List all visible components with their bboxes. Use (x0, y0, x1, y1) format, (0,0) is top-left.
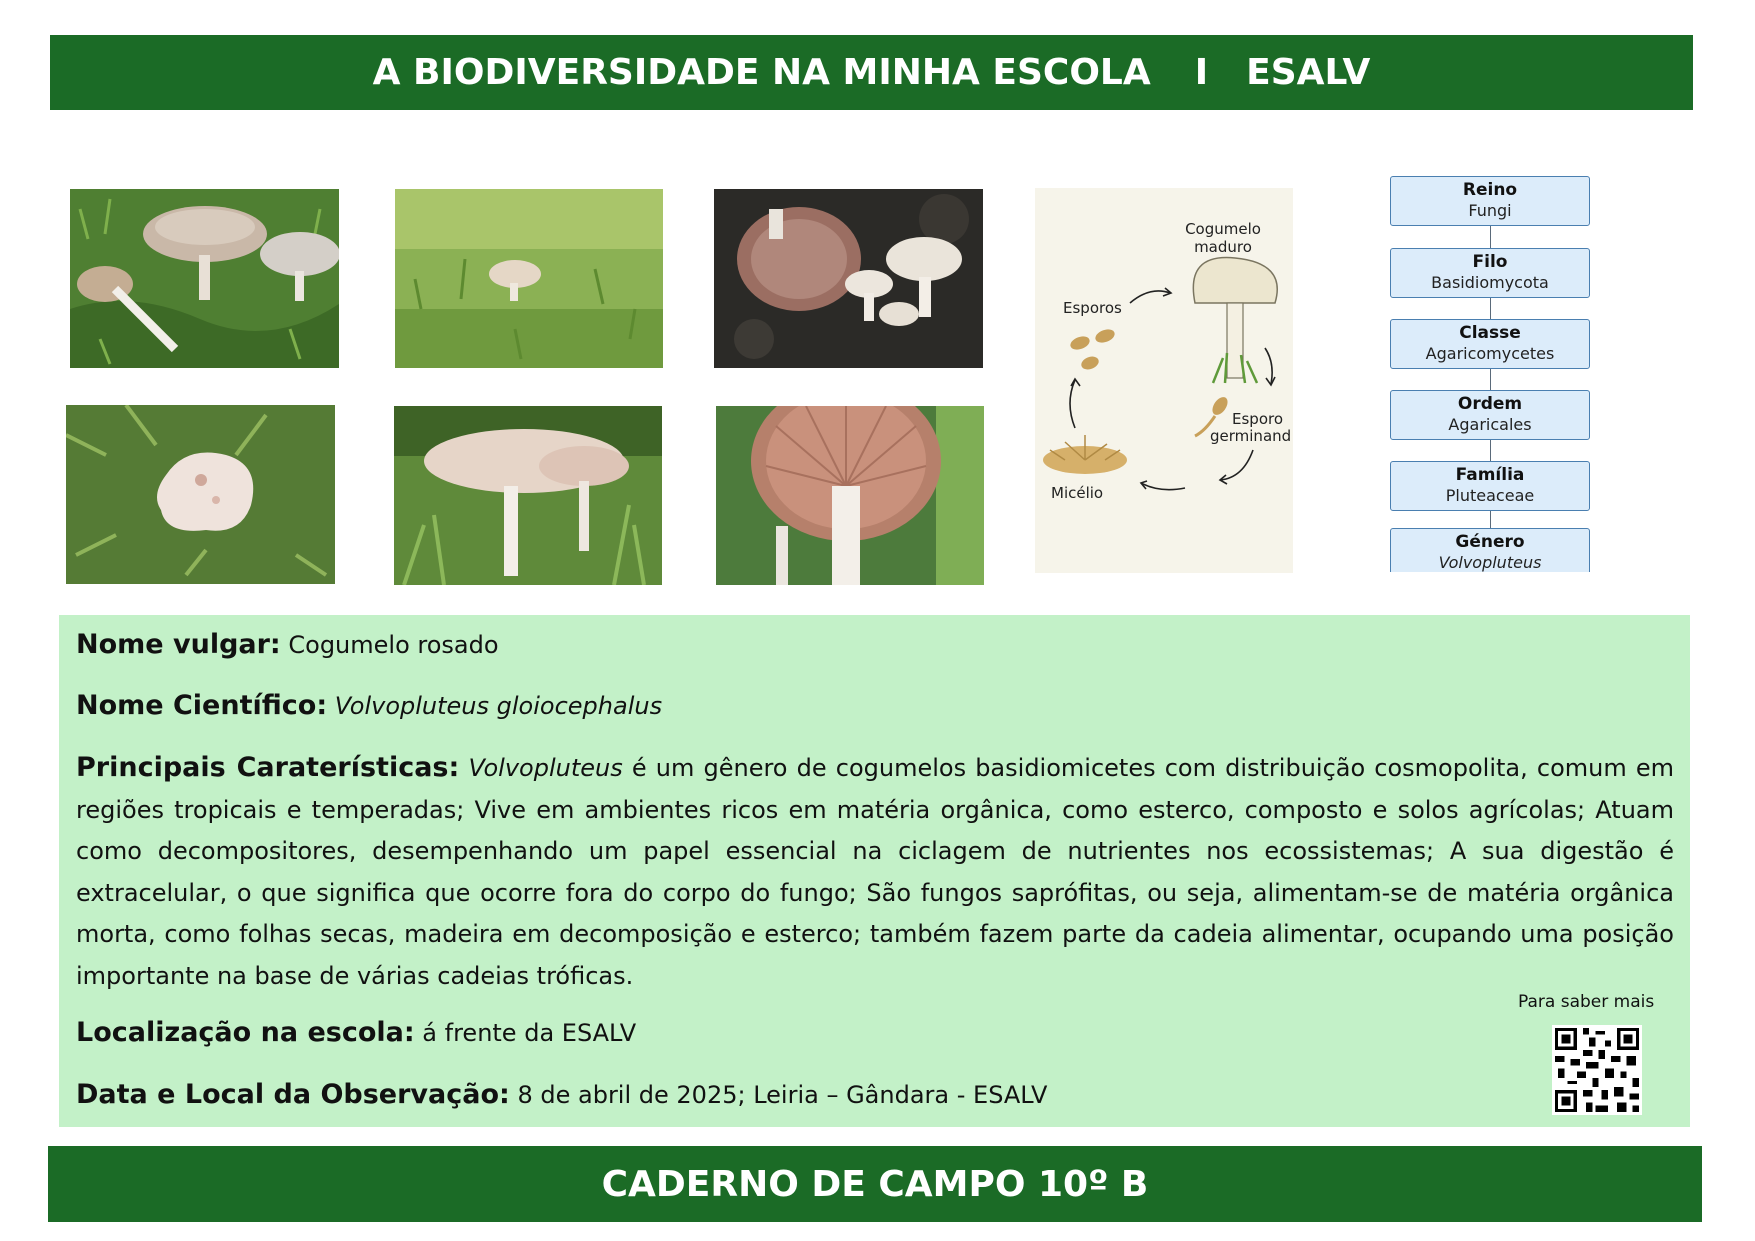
row-location (76, 1015, 1674, 1051)
taxonomy-rank: Família (1455, 465, 1525, 485)
date-place-value: 8 de abril de 2025; Leiria – Gândara - ESALV (517, 1081, 1048, 1109)
lc-spores-label: Esporos (1063, 299, 1122, 317)
info-panel (59, 615, 1690, 1127)
life-cycle-diagram (1035, 188, 1293, 573)
taxonomy-name: Basidiomycota (1431, 273, 1549, 292)
taxonomy-box-genus (1390, 528, 1590, 572)
photo-mushroom-grass-2 (395, 189, 663, 368)
taxonomy-rank: Classe (1459, 323, 1521, 343)
taxonomy-box-family (1390, 461, 1590, 511)
row-characteristics (76, 747, 1674, 997)
photo-mushrooms-pale (394, 406, 662, 585)
lc-mature-label-1: Cogumelo (1185, 220, 1261, 238)
photo-mushrooms-soil (714, 189, 983, 368)
taxonomy-name: Agaricomycetes (1425, 344, 1555, 363)
lc-mycelium-label: Micélio (1051, 484, 1104, 502)
taxonomy-name: Agaricales (1448, 415, 1532, 434)
photo-mushrooms-grass-1 (70, 189, 339, 368)
taxonomy-connector (1490, 176, 1491, 572)
taxonomy-box-phylum (1390, 248, 1590, 298)
taxonomy-box-order (1390, 390, 1590, 440)
taxonomy-rank: Filo (1472, 252, 1508, 272)
common-name-value: Cogumelo rosado (288, 631, 499, 659)
characteristics-genus: Volvopluteus (468, 754, 623, 782)
lc-germinating-label-2: germinand (1210, 427, 1292, 445)
taxonomy-rank: Género (1455, 532, 1525, 552)
header-title: A BIODIVERSIDADE NA MINHA ESCOLA (372, 52, 1151, 93)
photo-mushroom-gills (716, 406, 984, 585)
taxonomy-box-class (1390, 319, 1590, 369)
header-separator: I (1194, 52, 1209, 93)
qr-code[interactable] (1552, 1025, 1642, 1115)
row-date-place (76, 1077, 1674, 1113)
date-place-label: Data e Local da Observação: (76, 1079, 510, 1110)
taxonomy-name: Pluteaceae (1445, 486, 1535, 505)
taxonomy-box-kingdom (1390, 176, 1590, 226)
characteristics-text: é um gênero de cogumelos basidiomicetes com distribuição cosmopolita, comum em regiões tropicais e temperadas; Vive em ambientes ricos em matéria orgânica, como esterco, composto e solos agrícolas; Atuam como decompositores, desempenhando um papel essencial na ciclagem de nutrientes nos ecossistemas; A sua digestão é extracelular, o que significa que ocorre fora do corpo do fungo; São fungos sapróf​itas, ou seja, alimentam-se de matéria orgânica morta, como folhas secas, madeira em decomposição e esterco; também fazem parte da cadeia alimentar, ocupando uma posição importante na base de várias cadeias tróficas. (76, 754, 1674, 990)
scientific-name-value: Volvopluteus gloiocephalus (334, 692, 663, 720)
characteristics-label: Principais Caraterísticas: (76, 752, 460, 783)
lc-mature-label-2: maduro (1194, 238, 1252, 256)
row-common-name (76, 627, 1674, 663)
taxonomy-name: Fungi (1468, 201, 1512, 220)
footer-title: CADERNO DE CAMPO 10º B (601, 1163, 1149, 1205)
taxonomy-rank: Reino (1462, 180, 1518, 200)
row-scientific-name (76, 688, 1674, 724)
lc-germinating-label-1: Esporo (1232, 410, 1284, 428)
photo-mushroom-top-view (66, 405, 335, 584)
header-school: ESALV (1246, 52, 1371, 93)
location-label: Localização na escola: (76, 1017, 415, 1048)
taxonomy-name: Volvopluteus (1438, 553, 1542, 572)
more-info-label: Para saber mais (1518, 992, 1655, 1012)
common-name-label: Nome vulgar: (76, 629, 281, 660)
scientific-name-label: Nome Científico: (76, 690, 328, 721)
header-banner (50, 35, 1693, 110)
footer-banner (48, 1146, 1702, 1222)
taxonomy-rank: Ordem (1457, 394, 1523, 414)
taxonomy-chart (1386, 176, 1596, 572)
location-value: á frente da ESALV (422, 1019, 637, 1047)
